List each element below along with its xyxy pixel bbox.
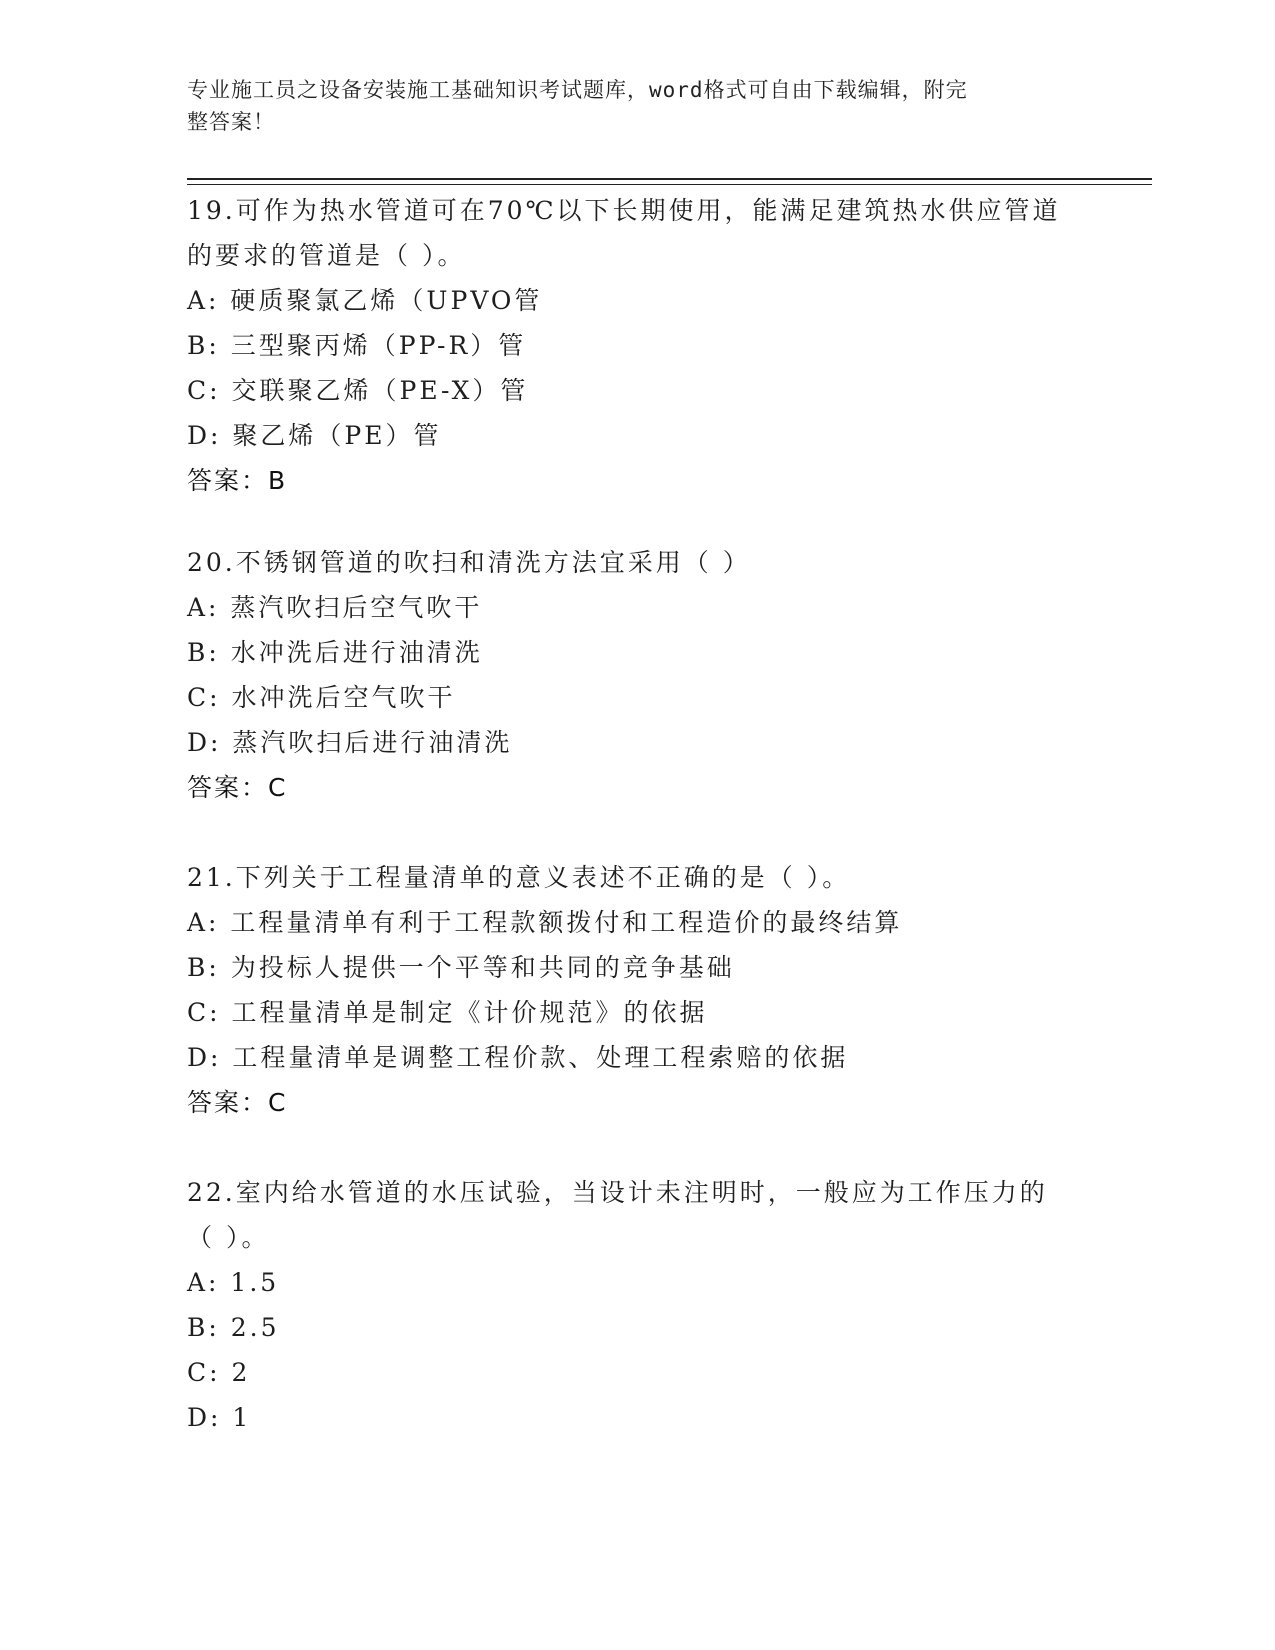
option-c: C: 2 bbox=[187, 1358, 251, 1387]
option-b: B: 三型聚丙烯（PP-R）管 bbox=[187, 331, 527, 360]
header-line-2: 整答案！ bbox=[187, 110, 275, 134]
header-line-1: 专业施工员之设备安装施工基础知识考试题库，word格式可自由下载编辑，附完 bbox=[187, 78, 968, 102]
option-b: B: 水冲洗后进行油清洗 bbox=[187, 638, 483, 667]
document-header bbox=[187, 74, 1067, 138]
question-stem-line: 21.下列关于工程量清单的意义表述不正确的是（ ）。 bbox=[187, 863, 851, 892]
question-stem-line: （ ）。 bbox=[187, 1223, 270, 1252]
question-stem-line: 的要求的管道是（ ）。 bbox=[187, 241, 466, 270]
option-d: D: 聚乙烯（PE）管 bbox=[187, 421, 442, 450]
answer-label: 答案：C bbox=[187, 1088, 288, 1117]
header-divider-thin bbox=[187, 184, 1152, 185]
question-20 bbox=[187, 540, 1087, 810]
option-c: C: 工程量清单是制定《计价规范》的依据 bbox=[187, 998, 708, 1027]
option-a: A: 硬质聚氯乙烯（UPVO管 bbox=[187, 286, 543, 315]
header-divider-thick bbox=[187, 178, 1152, 180]
option-d: D: 蒸汽吹扫后进行油清洗 bbox=[187, 728, 513, 757]
option-a: A: 工程量清单有利于工程款额拨付和工程造价的最终结算 bbox=[187, 908, 903, 937]
option-a: A: 蒸汽吹扫后空气吹干 bbox=[187, 593, 483, 622]
answer-label: 答案：C bbox=[187, 773, 288, 802]
question-19 bbox=[187, 188, 1087, 503]
question-21 bbox=[187, 855, 1087, 1125]
option-d: D: 1 bbox=[187, 1403, 252, 1432]
option-c: C: 交联聚乙烯（PE-X）管 bbox=[187, 376, 529, 405]
answer-label: 答案：B bbox=[187, 466, 288, 495]
question-stem-line: 22.室内给水管道的水压试验，当设计未注明时，一般应为工作压力的 bbox=[187, 1178, 1048, 1207]
option-c: C: 水冲洗后空气吹干 bbox=[187, 683, 456, 712]
option-a: A: 1.5 bbox=[187, 1268, 280, 1297]
option-d: D: 工程量清单是调整工程价款、处理工程索赔的依据 bbox=[187, 1043, 849, 1072]
question-22 bbox=[187, 1170, 1087, 1440]
question-stem-line: 19.可作为热水管道可在70℃以下长期使用，能满足建筑热水供应管道 bbox=[187, 196, 1061, 225]
option-b: B: 2.5 bbox=[187, 1313, 280, 1342]
option-b: B: 为投标人提供一个平等和共同的竞争基础 bbox=[187, 953, 735, 982]
question-stem-line: 20.不锈钢管道的吹扫和清洗方法宜采用（ ） bbox=[187, 548, 751, 577]
